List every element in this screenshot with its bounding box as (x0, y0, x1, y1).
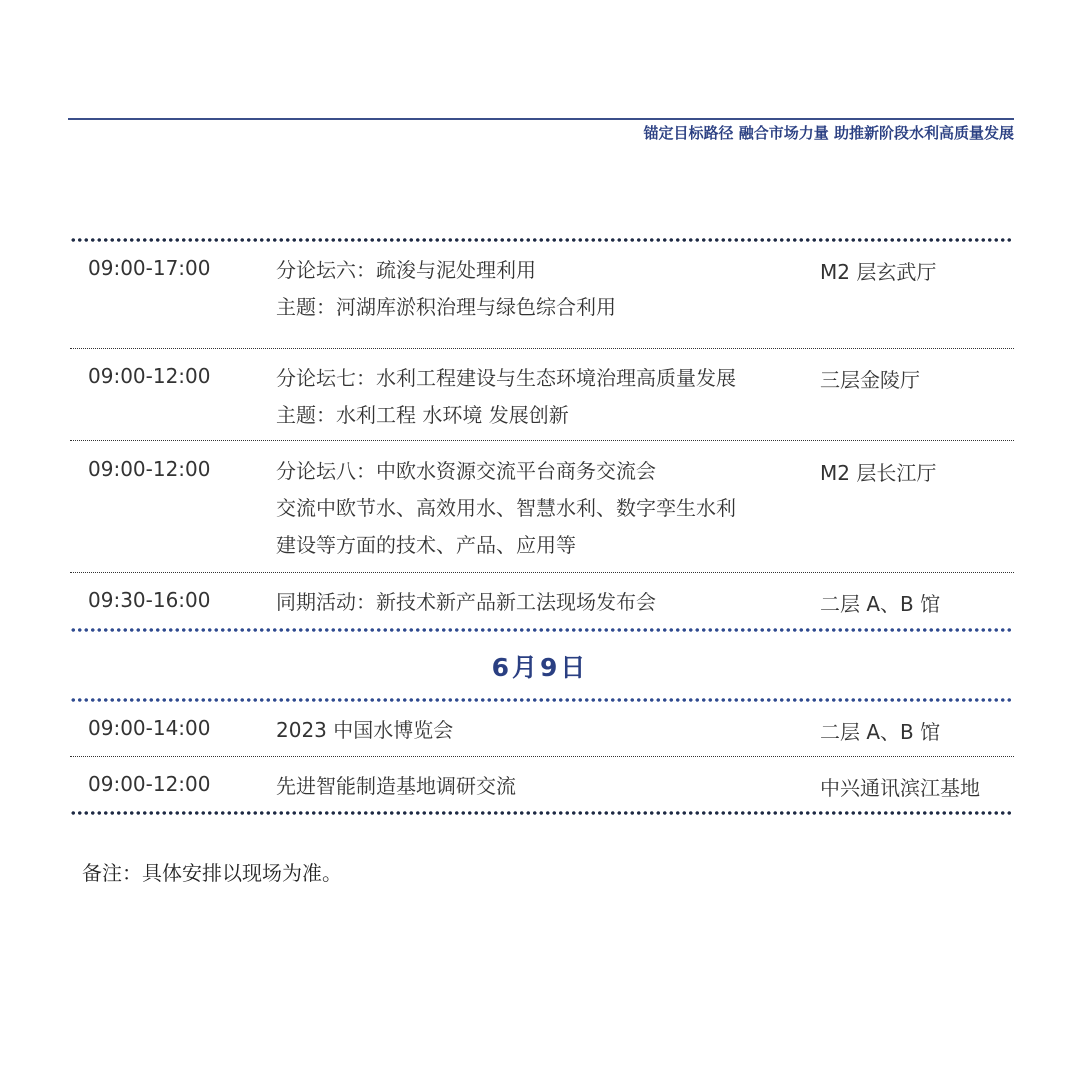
row-time: 09:00-12:00 (88, 457, 211, 481)
section-divider-bottom (70, 811, 1014, 815)
row-divider (70, 440, 1014, 441)
row-time: 09:00-12:00 (88, 364, 211, 388)
date-heading: 6月9日 (491, 653, 589, 682)
row-content (276, 712, 806, 749)
footer-note: 备注：具体安排以现场为准。 (82, 861, 342, 885)
row-content (276, 453, 806, 564)
date-divider-bottom (70, 698, 1014, 702)
row-title: 分论坛六：疏浚与泥处理利用 (276, 258, 536, 282)
row-detail: 建设等方面的技术、产品、应用等 (276, 533, 576, 557)
row-divider (70, 756, 1014, 757)
row-content (276, 252, 806, 326)
header-rule (68, 118, 1014, 120)
row-title: 分论坛八：中欧水资源交流平台商务交流会 (276, 459, 656, 483)
row-time: 09:00-12:00 (88, 772, 211, 796)
row-time: 09:00-14:00 (88, 716, 211, 740)
row-title: 分论坛七：水利工程建设与生态环境治理高质量发展 (276, 366, 736, 390)
row-divider (70, 572, 1014, 573)
row-time: 09:30-16:00 (88, 588, 211, 612)
row-detail: 交流中欧节水、高效用水、智慧水利、数字孪生水利 (276, 496, 736, 520)
row-content (276, 584, 806, 621)
row-title: 先进智能制造基地调研交流 (276, 774, 516, 798)
row-time: 09:00-17:00 (88, 256, 211, 280)
date-divider-top (70, 628, 1014, 632)
row-venue: M2 层玄武厅 (820, 260, 937, 284)
row-venue: M2 层长江厅 (820, 461, 937, 485)
row-venue: 三层金陵厅 (820, 368, 920, 392)
row-divider (70, 348, 1014, 349)
row-subtitle: 主题：河湖库淤积治理与绿色综合利用 (276, 295, 616, 319)
row-venue: 二层 A、B 馆 (820, 720, 941, 744)
section-divider-top (70, 238, 1014, 242)
row-venue: 中兴通讯滨江基地 (820, 776, 980, 800)
row-content (276, 360, 806, 434)
row-subtitle: 主题：水利工程 水环境 发展创新 (276, 403, 569, 427)
row-content (276, 768, 806, 805)
row-venue: 二层 A、B 馆 (820, 592, 941, 616)
row-title: 2023 中国水博览会 (276, 718, 454, 742)
header-slogan: 锚定目标路径 融合市场力量 助推新阶段水利高质量发展 (643, 124, 1014, 142)
row-title: 同期活动：新技术新产品新工法现场发布会 (276, 590, 656, 614)
